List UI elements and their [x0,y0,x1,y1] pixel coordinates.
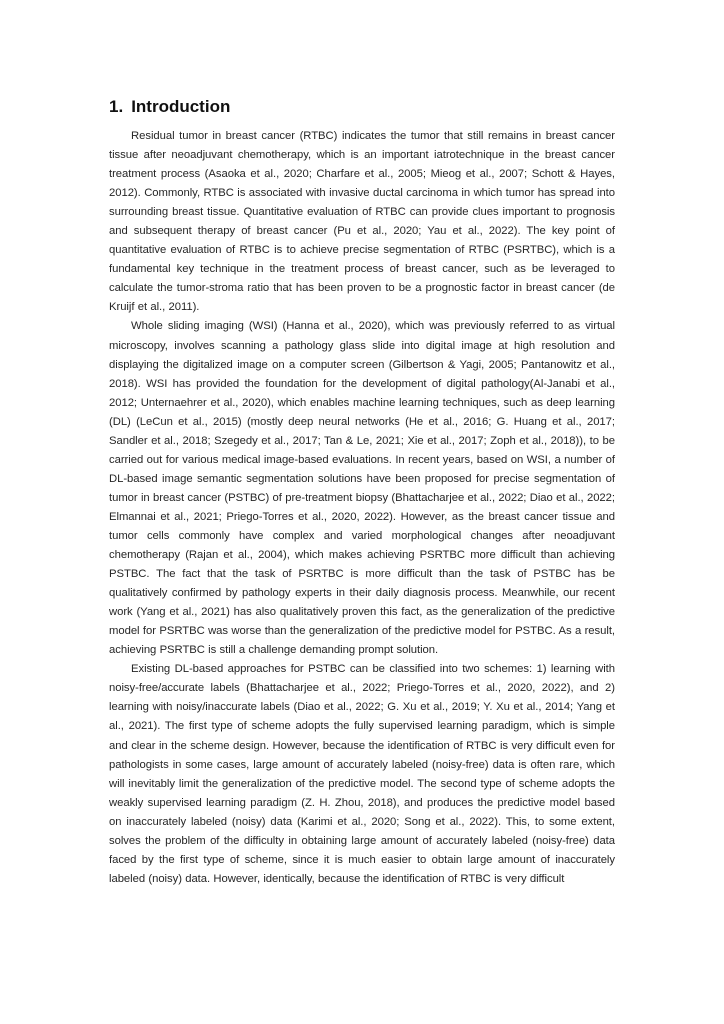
paragraph-residual-tumor: Residual tumor in breast cancer (RTBC) indicates the tumor that still remains in breast cancer tissue after neoadjuvant chemotherapy, which is an important iatrotechnique in the breast cancer treatment process (Asaoka et al., 2020; Charfare et al., 2005; Mieog et al., 2007; Schott & Hayes, 2012). Commonly, RTBC is associated with invasive ductal carcinoma in which tumor has spread into surrounding breast tissue. Quantitative evaluation of RTBC can provide clues important to prognosis and subsequent therapy of breast cancer (Pu et al., 2020; Yau et al., 2022). The key point of quantitative evaluation of RTBC is to achieve precise segmentation of RTBC (PSRTBC), which is a fundamental key technique in the treatment process of breast cancer, such as be leveraged to calculate the tumor-stroma ratio that has been proven to be a prognostic factor in breast cancer (de Kruijf et al., 2011). [109,130,615,314]
paragraph-whole-slide-imaging: Whole sliding imaging (WSI) (Hanna et al., 2020), which was previously referred to as virtual microscopy, involves scanning a pathology glass slide into digital image at high resolution and displaying the digitalized image on a computer screen (Gilbertson & Yagi, 2005; Pantanowitz et al., 2018). WSI has provided the foundation for the development of digital pathology(Al-Janabi et al., 2012; Unternaehrer et al., 2020), which enables machine learning techniques, such as deep learning (DL) (LeCun et al., 2015) (mostly deep neural networks (He et al., 2016; G. Huang et al., 2017; Sandler et al., 2018; Szegedy et al., 2017; Tan & Le, 2021; Xie et al., 2017; Zoph et al., 2018)), to be carried out for various medical image-based evaluations. In recent years, based on WSI, a number of DL-based image semantic segmentation solutions have been proposed for precise segmentation of tumor in breast cancer (PSTBC) of pre-treatment biopsy (Bhattacharjee et al., 2022; Diao et al., 2022; Elmannai et al., 2021; Priego-Torres et al., 2020, 2022). However, as the breast cancer tissue and tumor cells commonly have complex and varied morphological changes after neoadjuvant chemotherapy (Rajan et al., 2004), which makes achieving PSRTBC more difficult than achieving PSTBC. The fact that the task of PSRTBC is more difficult than the task of PSTBC has be qualitatively confirmed by pathology experts in their daily diagnosis process. Meanwhile, our recent work (Yang et al., 2021) has also qualitatively proven this fact, as the generalization of the predictive model for PSRTBC was worse than the generalization of the predictive model for PSTBC. As a result, achieving PSRTBC is still a challenge demanding prompt solution. [109,320,615,657]
section-title: Introduction [131,97,231,116]
section-number: 1. [109,97,124,116]
section-heading [109,96,615,118]
paragraph-existing-approaches: Existing DL-based approaches for PSTBC can be classified into two schemes: 1) learning with noisy-free/accurate labels (Bhattacharjee et al., 2022; Priego-Torres et al., 2020, 2022), and 2) learning with noisy/inaccurate labels (Diao et al., 2022; G. Xu et al., 2019; Y. Xu et al., 2014; Yang et al., 2021). The first type of scheme adopts the fully supervised learning paradigm, which is simple and clear in the scheme design. However, because the identification of RTBC is very difficult even for pathologists in some cases, large amount of accurately labeled (noisy-free) data is often rare, which will inevitably limit the generalization of the predictive model. The second type of scheme adopts the weakly supervised learning paradigm (Z. H. Zhou, 2018), and produces the predictive model based on inaccurately labeled (noisy) data (Karimi et al., 2020; Song et al., 2022). This, to some extent, solves the problem of the difficulty in obtaining large amount of accurately labeled (noisy-free) data faced by the first type of scheme, since it is much easier to obtain large amount of inaccurately labeled (noisy) data. However, identically, because the identification of RTBC is very difficult [109,663,615,885]
paper-page [109,96,615,889]
